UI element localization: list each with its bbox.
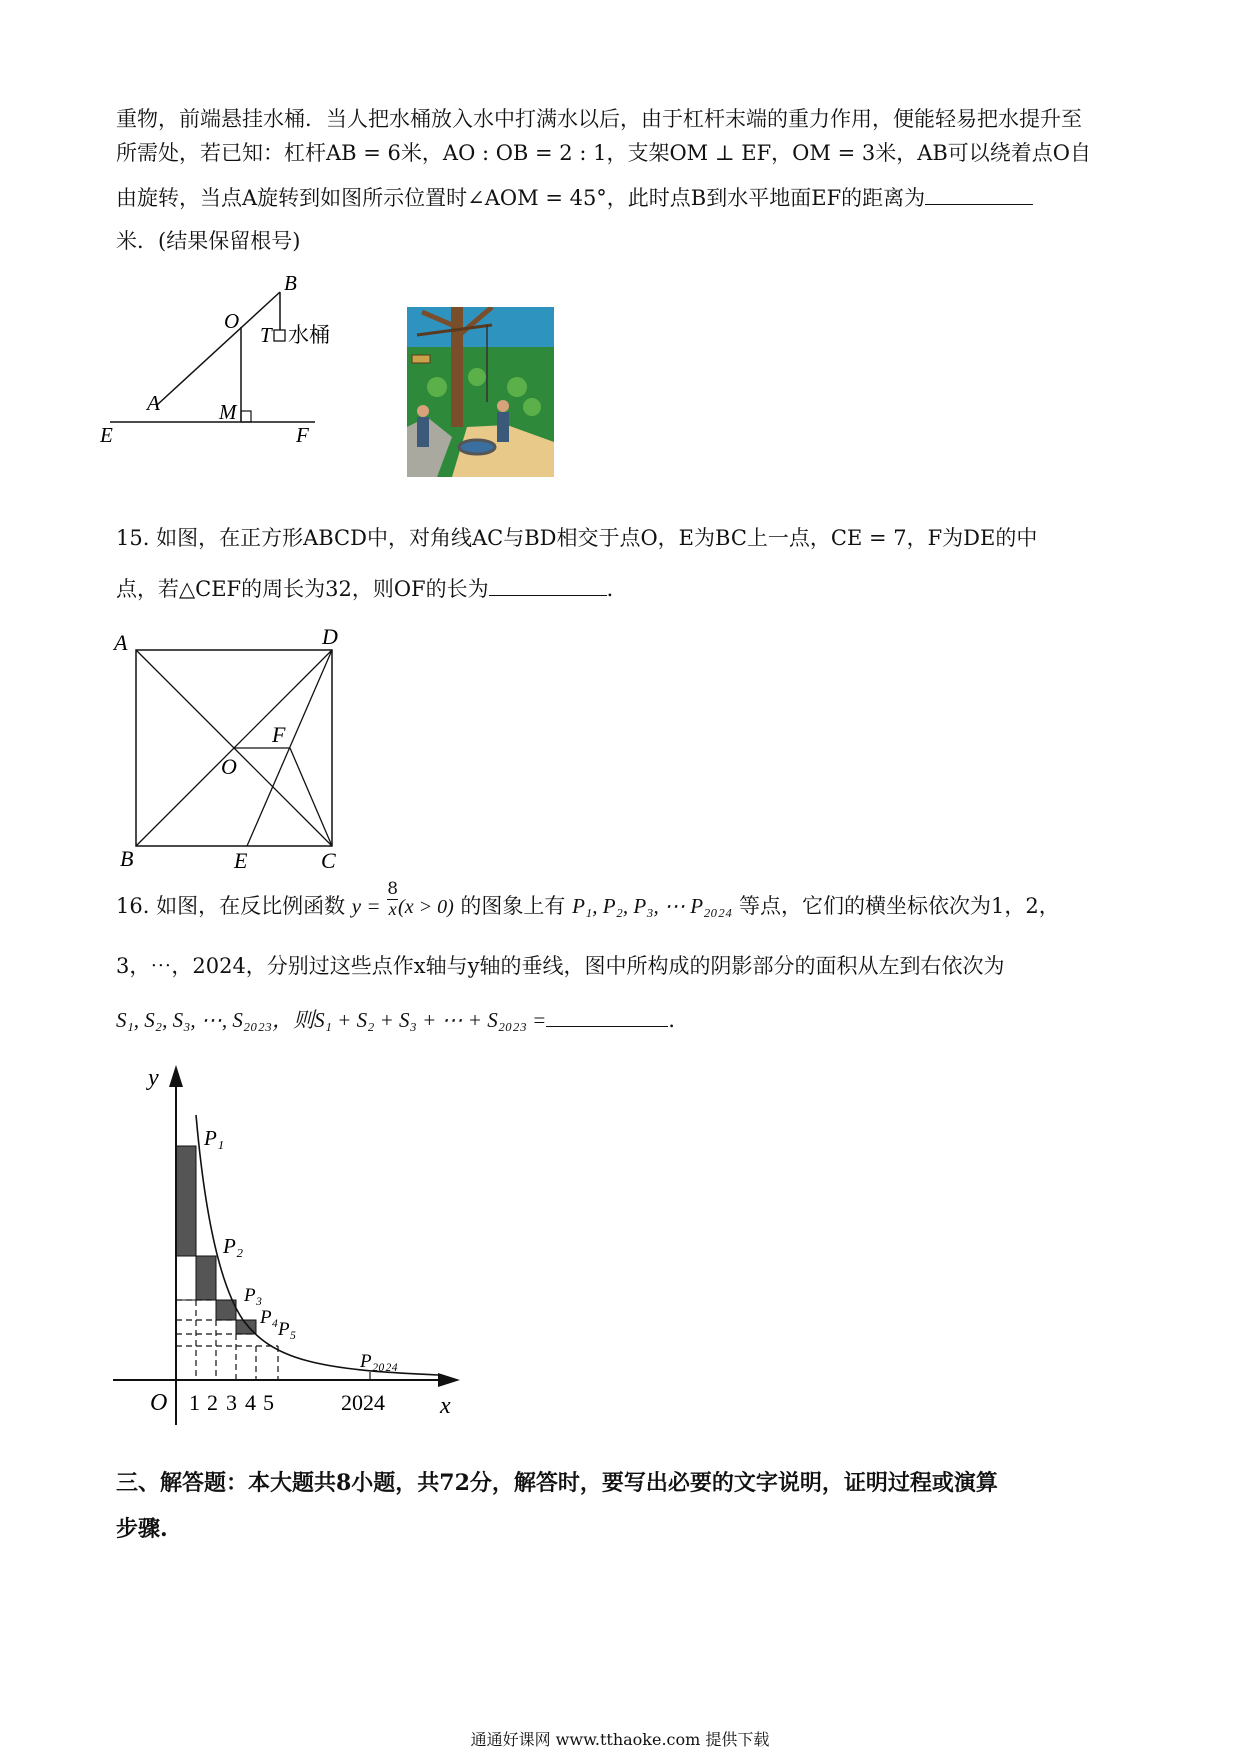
section3-line2: 步骤. (116, 1516, 168, 1542)
q15-line2-text: 点，若△CEF的周长为32，则OF的长为 (116, 577, 489, 601)
label-p1: P₁ (204, 1126, 225, 1150)
label-a: A (114, 630, 128, 655)
q14-line3 (116, 184, 1033, 211)
label-b: B (284, 272, 297, 295)
q16-line3 (116, 1006, 689, 1033)
q16-prefix: 16. 如图，在反比例函数 (116, 894, 346, 918)
label-p2024: P₂₀₂₄ (360, 1351, 399, 1372)
x-axis-label: x (440, 1393, 451, 1419)
label-b: B (120, 846, 134, 871)
q16-func-y: y = (351, 894, 381, 918)
q14-answer-blank (925, 184, 1033, 205)
q16-answer-blank (546, 1006, 668, 1027)
label-p5: P₅ (278, 1319, 297, 1340)
q14-lever-figure (100, 272, 340, 452)
tick-2: 2 (207, 1390, 218, 1415)
label-f: F (296, 423, 309, 447)
q15-square-figure (110, 622, 350, 872)
well-illustration (407, 307, 554, 477)
y-axis-label: y (148, 1065, 159, 1091)
label-e: E (100, 423, 113, 447)
q16-fraction (387, 880, 398, 919)
right-angle-mark (241, 411, 251, 422)
x-axis-arrow (438, 1373, 460, 1387)
tick-2024: 2024 (341, 1390, 385, 1415)
rect-under-s1 (176, 1256, 196, 1300)
q16-mid: 的图象上有 (460, 894, 566, 918)
label-p4: P₄ (260, 1307, 279, 1328)
q16-func-cond: (x > 0) (398, 896, 454, 918)
q16-line1 (116, 879, 1060, 943)
label-m: M (219, 400, 237, 424)
q15-answer-blank (489, 575, 607, 596)
q14-line4: 米．(结果保留根号) (116, 229, 301, 253)
label-p3: P₃ (244, 1285, 263, 1306)
label-c: C (321, 848, 336, 872)
bucket-shape (274, 330, 285, 341)
label-o: O (221, 754, 237, 779)
q14-line1: 重物，前端悬挂水桶．当人把水桶放入水中打满水以后，由于杠杆末端的重力作用，便能轻易把水提升至 (116, 107, 1082, 131)
q15-line2 (116, 575, 628, 602)
label-d: D (322, 624, 338, 649)
label-p2: P₂ (223, 1234, 244, 1258)
label-t: T (260, 323, 272, 347)
q16-func-num: 8 (387, 879, 399, 899)
label-a: A (147, 391, 160, 415)
label-o: O (224, 309, 240, 333)
q16-points: P₁, P₂, P₃, ⋯ P₂₀₂₄ (572, 894, 733, 918)
label-f: F (272, 722, 286, 747)
q16-line2: 3，⋯，2024，分别过这些点作x轴与y轴的垂线，图中所构成的阴影部分的面积从左到右依次为 (116, 954, 1005, 978)
section3-line1: 三、解答题：本大题共8小题，共72分，解答时，要写出必要的文字说明，证明过程或演算 (116, 1470, 998, 1496)
q14-line2: 所需处，若已知：杠杆AB = 6米，AO : OB = 2 : 1，支架OM ⊥ EF，OM = 3米，AB可以绕着点O自 (116, 141, 1092, 165)
q16-line3-text: S₁, S₂, S₃, ⋯, S₂₀₂₃，则S₁ + S₂ + S₃ + ⋯ + S₂₀₂₃ = (116, 1008, 547, 1032)
q15-line1: 15. 如图，在正方形ABCD中，对角线AC与BD相交于点O，E为BC上一点，CE = 7，F为DE的中 (116, 526, 1038, 550)
tick-3: 3 (226, 1390, 237, 1415)
origin-label: O (150, 1390, 168, 1416)
tick-1: 1 (189, 1390, 200, 1415)
shaded-s1 (176, 1146, 196, 1256)
q14-line3-text: 由旋转，当点A旋转到如图所示位置时∠AOM = 45°，此时点B到水平地面EF的距离为 (116, 186, 926, 210)
q16-func-den: x (388, 899, 397, 919)
lever-ab (157, 292, 280, 405)
q16-suffix: 等点，它们的横坐标依次为1，2， (738, 894, 1060, 918)
tick-4: 4 (245, 1390, 256, 1415)
q16-graph (108, 1065, 468, 1455)
label-e: E (234, 848, 248, 872)
label-bucket: 水桶 (288, 323, 330, 347)
y-axis-arrow (169, 1065, 183, 1087)
page-footer: 通通好课网 www.tthaoke.com 提供下载 (470, 1730, 770, 1749)
tick-5: 5 (263, 1390, 274, 1415)
q15-line2-end: ． (606, 577, 628, 601)
q16-line3-end: ． (668, 1008, 690, 1032)
shaded-s2 (196, 1256, 216, 1300)
segment-fc (290, 748, 332, 846)
